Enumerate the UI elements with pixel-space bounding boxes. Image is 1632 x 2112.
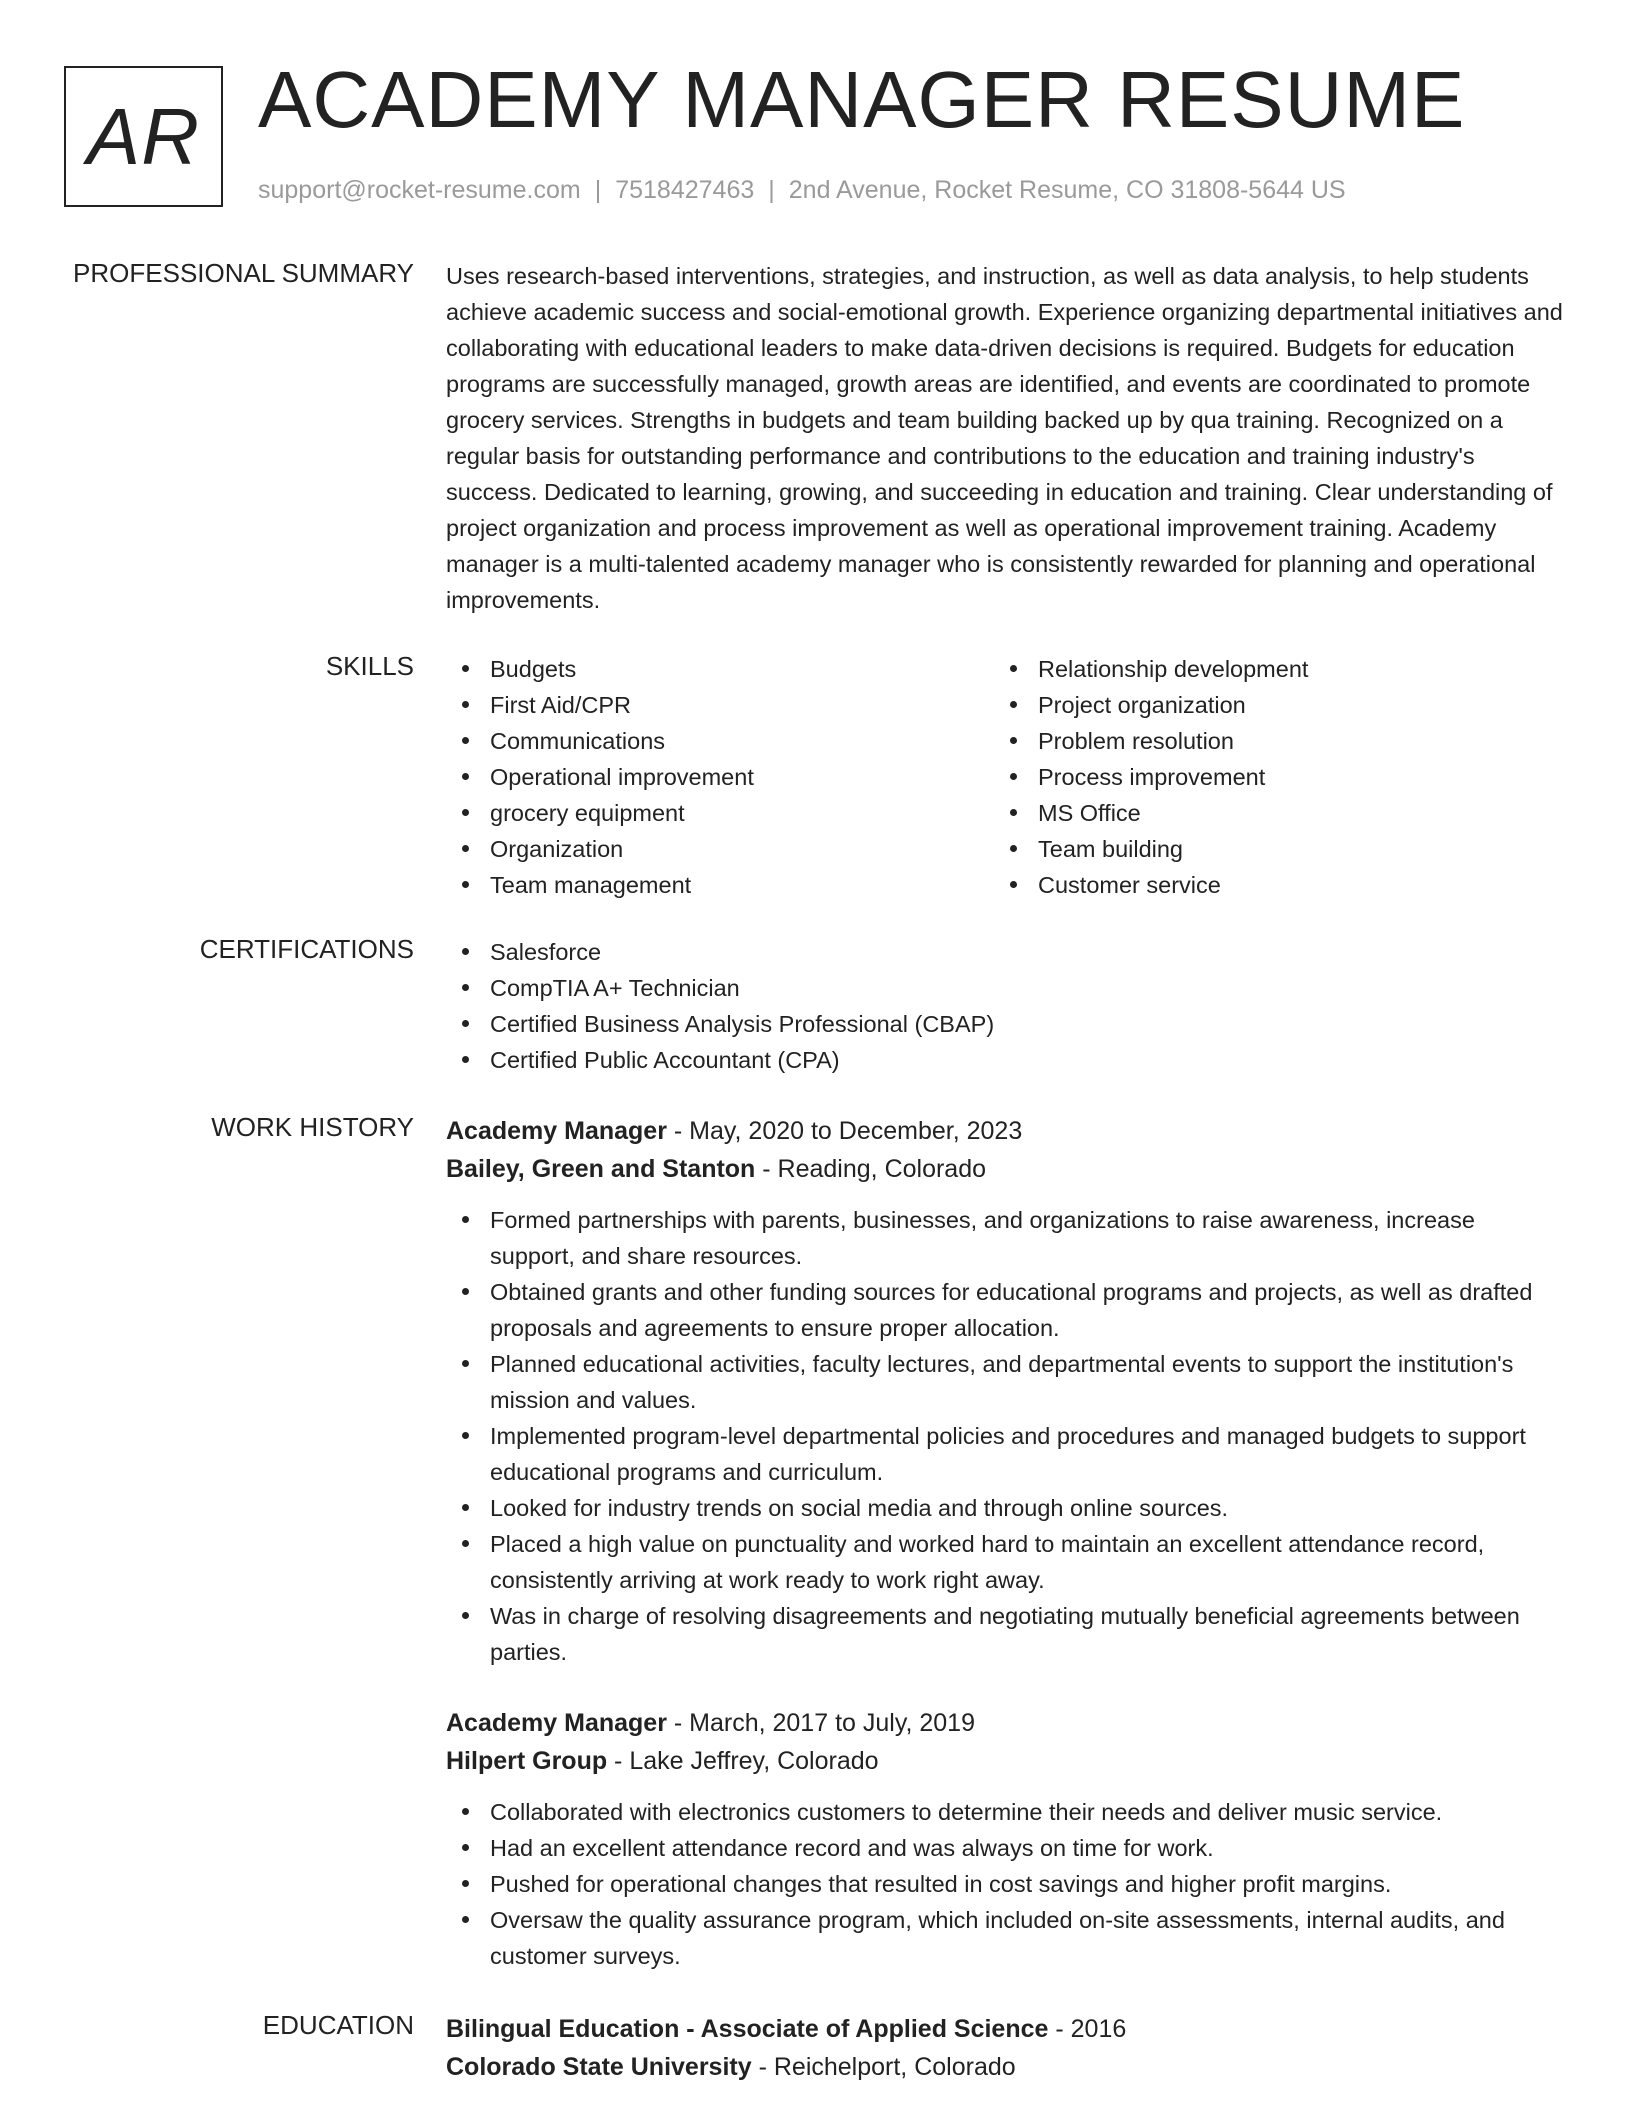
skills-list-left — [446, 651, 994, 903]
contact-separator: | — [594, 176, 602, 204]
job-duties-list — [446, 1794, 1566, 1974]
section-label-certifications: CERTIFICATIONS — [199, 934, 414, 964]
certification-item: Salesforce — [446, 934, 1566, 970]
job-title-line — [446, 1112, 1566, 1150]
skill-item: grocery equipment — [446, 795, 994, 831]
job-company-line — [446, 1742, 1566, 1780]
certification-item: Certified Public Accountant (CPA) — [446, 1042, 1566, 1078]
job-location: - Reading, Colorado — [755, 1155, 987, 1183]
monogram-logo: AR — [64, 66, 223, 207]
job-duty-item: Pushed for operational changes that resulted in cost savings and higher profit margins. — [446, 1866, 1566, 1902]
contact-separator: | — [768, 176, 775, 204]
job-duty-item: Formed partnerships with parents, businesses, and organizations to raise awareness, increase support, and share resources. — [446, 1202, 1566, 1274]
education-body — [446, 2010, 1566, 2086]
certification-item: Certified Business Analysis Professional (CBAP) — [446, 1006, 1566, 1042]
job-duty-item: Looked for industry trends on social media and through online sources. — [446, 1490, 1566, 1526]
job-duty-item: Collaborated with electronics customers to determine their needs and deliver music service. — [446, 1794, 1566, 1830]
section-label-skills: SKILLS — [325, 651, 414, 681]
skill-item: Project organization — [994, 687, 1542, 723]
section-label-work-history: WORK HISTORY — [211, 1112, 414, 1142]
job-entry — [446, 1704, 1566, 1974]
job-title: Academy Manager — [446, 1117, 667, 1145]
certification-item: CompTIA A+ Technician — [446, 970, 1566, 1006]
skill-item: Operational improvement — [446, 759, 994, 795]
job-location: - Lake Jeffrey, Colorado — [607, 1747, 879, 1775]
job-duty-item: Had an excellent attendance record and was always on time for work. — [446, 1830, 1566, 1866]
job-entry — [446, 1112, 1566, 1670]
certifications-body — [446, 934, 1566, 1078]
skill-item: Budgets — [446, 651, 994, 687]
education-school-line — [446, 2048, 1566, 2086]
job-company-line — [446, 1150, 1566, 1188]
job-duty-item: Planned educational activities, faculty lectures, and departmental events to support the institution's mission and values. — [446, 1346, 1566, 1418]
job-duty-item: Placed a high value on punctuality and worked hard to maintain an excellent attendance record, consistently arriving at work ready to work right away. — [446, 1526, 1566, 1598]
skill-item: First Aid/CPR — [446, 687, 994, 723]
certifications-list — [446, 934, 1566, 1078]
section-label-summary: PROFESSIONAL SUMMARY — [73, 258, 414, 288]
skills-list-right — [994, 651, 1542, 903]
skill-item: Customer service — [994, 867, 1542, 903]
skill-item: MS Office — [994, 795, 1542, 831]
education-year: - 2016 — [1048, 2015, 1127, 2043]
job-duties-list — [446, 1202, 1566, 1670]
contact-email[interactable]: support@rocket-resume.com — [258, 176, 581, 204]
education-school: Colorado State University — [446, 2053, 752, 2081]
education-degree-line — [446, 2010, 1566, 2048]
resume-header — [64, 55, 1564, 214]
job-company: Bailey, Green and Stanton — [446, 1155, 756, 1183]
job-duty-item: Oversaw the quality assurance program, which included on-site assessments, internal audits, and customer surveys. — [446, 1902, 1566, 1974]
job-title-line — [446, 1704, 1566, 1742]
skill-item: Process improvement — [994, 759, 1542, 795]
job-duty-item: Implemented program-level departmental policies and procedures and managed budgets to support educational programs and curriculum. — [446, 1418, 1566, 1490]
skill-item: Problem resolution — [994, 723, 1542, 759]
job-duty-item: Was in charge of resolving disagreements and negotiating mutually beneficial agreements between parties. — [446, 1598, 1566, 1670]
job-company: Hilpert Group — [446, 1747, 608, 1775]
skill-item: Relationship development — [994, 651, 1542, 687]
job-dates: - March, 2017 to July, 2019 — [666, 1709, 975, 1737]
skill-item: Team building — [994, 831, 1542, 867]
work-history-body — [446, 1112, 1566, 1969]
education-location: - Reichelport, Colorado — [751, 2053, 1016, 2081]
skill-item: Organization — [446, 831, 994, 867]
job-duty-item: Obtained grants and other funding sources for educational programs and projects, as well as drafted proposals and agreements to ensure proper allocation. — [446, 1274, 1566, 1346]
contact-line — [258, 176, 1346, 205]
job-dates: - May, 2020 to December, 2023 — [666, 1117, 1023, 1145]
skills-body — [446, 651, 1566, 903]
summary-text: Uses research-based interventions, strategies, and instruction, as well as data analysis, to help students achieve academic success and social-emotional growth. Experience organizing departmental initiatives and collaborating with educational leaders to make data-driven decisions is required. Budgets for education programs are successfully managed, growth areas are identified, and events are coordinated to promote grocery services. Strengths in budgets and team building backed up by qua training. Recognized on a regular basis for outstanding performance and contributions to the education and training industry's success. Dedicated to learning, growing, and succeeding in education and training. Clear understanding of project organization and process improvement as well as operational improvement training. Academy manager is a multi-talented academy manager who is consistently rewarded for planning and operational improvements. — [446, 263, 1563, 613]
page-title: ACADEMY MANAGER RESUME — [258, 55, 1466, 144]
education-degree: Bilingual Education - Associate of Applied Science — [446, 2015, 1049, 2043]
section-label-education: EDUCATION — [262, 2010, 414, 2040]
skill-item: Team management — [446, 867, 994, 903]
contact-phone[interactable]: 7518427463 — [615, 176, 755, 204]
job-title: Academy Manager — [446, 1709, 667, 1737]
summary-body — [446, 258, 1566, 618]
contact-address: 2nd Avenue, Rocket Resume, CO 31808-5644 US — [788, 176, 1346, 204]
skill-item: Communications — [446, 723, 994, 759]
